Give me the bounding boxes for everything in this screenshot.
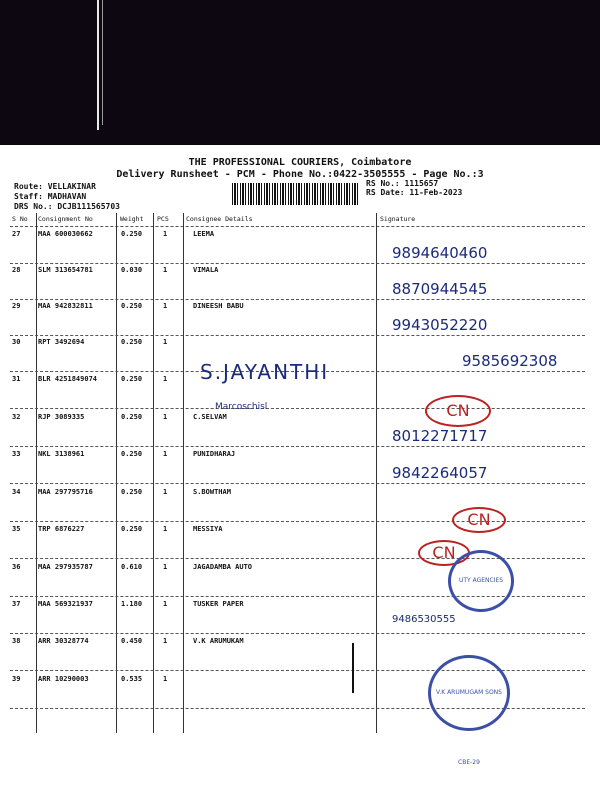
cn-stamp: CN <box>425 395 491 427</box>
col-sno: S No <box>12 215 28 223</box>
row-sno: 34 <box>12 488 21 496</box>
row-sno: 36 <box>12 563 21 571</box>
table-header <box>0 215 600 225</box>
scan-artifact-line <box>102 0 103 125</box>
row-consignment: RPT 3492694 <box>38 338 85 346</box>
row-pcs: 1 <box>163 675 168 683</box>
row-consignment: MAA 297935787 <box>38 563 93 571</box>
row-divider <box>10 483 585 484</box>
column-divider <box>376 213 377 733</box>
arumugam-seal: V.K ARUMUGAM SONS CBE-29 <box>428 655 510 731</box>
column-divider <box>153 213 154 733</box>
row-pcs: 1 <box>163 450 168 458</box>
row-consignment: MAA 569321937 <box>38 600 93 608</box>
row-weight: 0.535 <box>121 675 143 683</box>
cn-stamp: CN <box>452 507 506 533</box>
row-pcs: 1 <box>163 525 168 533</box>
row-consignment: MAA 297795716 <box>38 488 93 496</box>
row-weight: 1.180 <box>121 600 143 608</box>
scribble-mark <box>352 643 354 693</box>
row-divider <box>10 335 585 336</box>
row-weight: 0.250 <box>121 488 143 496</box>
row-sno: 35 <box>12 525 21 533</box>
row-weight: 0.610 <box>121 563 143 571</box>
rs-number: RS No.: 1115657 <box>366 179 439 188</box>
row-sno: 28 <box>12 266 21 274</box>
row-sno: 30 <box>12 338 21 346</box>
row-weight: 0.250 <box>121 338 143 346</box>
row-sno: 27 <box>12 230 21 238</box>
row-pcs: 1 <box>163 338 168 346</box>
row-weight: 0.250 <box>121 375 143 383</box>
header-divider <box>10 226 585 227</box>
row-consignee: S.BOWTHAM <box>193 488 231 496</box>
rs-date: RS Date: 11-Feb-2023 <box>366 188 463 197</box>
row-weight: 0.030 <box>121 266 143 274</box>
row-sno: 29 <box>12 302 21 310</box>
row-sno: 37 <box>12 600 21 608</box>
row-divider <box>10 299 585 300</box>
row-sno: 32 <box>12 413 21 421</box>
handwritten-phone: 8012271717 <box>392 427 488 445</box>
column-divider <box>116 213 117 733</box>
handwritten-phone: 8870944545 <box>392 280 488 298</box>
row-pcs: 1 <box>163 637 168 645</box>
row-consignment: TRP 6876227 <box>38 525 85 533</box>
row-sno: 38 <box>12 637 21 645</box>
scan-dark-background <box>0 0 600 145</box>
col-weight: Weight <box>120 215 144 223</box>
runsheet-title: Delivery Runsheet - PCM - Phone No.:0422-3505555 - Page No.:3 <box>116 169 484 180</box>
handwritten-phone: 9585692308 <box>462 352 558 370</box>
row-divider <box>10 408 585 409</box>
column-divider <box>36 213 37 733</box>
handwritten-phone: 9842264057 <box>392 464 488 482</box>
handwritten-phone: 9943052220 <box>392 316 488 334</box>
scan-artifact-line <box>97 0 99 130</box>
row-consignee: DINEESH BABU <box>193 302 244 310</box>
row-weight: 0.250 <box>121 413 143 421</box>
drs-number: DRS No.: DCJB111565703 <box>14 202 120 211</box>
company-name: THE PROFESSIONAL COURIERS, Coimbatore <box>188 157 412 168</box>
row-divider <box>10 263 585 264</box>
handwritten-phone: 9486530555 <box>392 614 456 625</box>
handwritten-phone: 9894640460 <box>392 244 488 262</box>
route: Route: VELLAKINAR <box>14 182 96 191</box>
row-weight: 0.250 <box>121 525 143 533</box>
col-pcs: PCS <box>157 215 169 223</box>
row-consignment: ARR 10290003 <box>38 675 89 683</box>
row-consignment: ARR 30328774 <box>38 637 89 645</box>
column-divider <box>183 213 184 733</box>
row-weight: 0.250 <box>121 302 143 310</box>
col-signature: Signature <box>380 215 416 223</box>
row-pcs: 1 <box>163 600 168 608</box>
row-weight: 0.250 <box>121 450 143 458</box>
row-consignment: NKL 3138961 <box>38 450 85 458</box>
cn-stamp: CN <box>418 540 470 566</box>
row-pcs: 1 <box>163 488 168 496</box>
row-sno: 33 <box>12 450 21 458</box>
row-divider <box>10 446 585 447</box>
col-details: Consignee Details <box>186 215 253 223</box>
runsheet-page <box>0 145 600 800</box>
row-pcs: 1 <box>163 375 168 383</box>
row-pcs: 1 <box>163 230 168 238</box>
row-consignment: BLR 4251849074 <box>38 375 98 383</box>
handwritten-name: Marcoschisl <box>215 402 268 412</box>
barcode <box>232 183 358 205</box>
row-divider <box>10 633 585 634</box>
row-consignment: SLM 313654781 <box>38 266 93 274</box>
row-pcs: 1 <box>163 266 168 274</box>
row-sno: 31 <box>12 375 21 383</box>
row-consignee: TUSKER PAPER <box>193 600 244 608</box>
row-consignment: MAA 942832811 <box>38 302 93 310</box>
row-consignee: LEEMA <box>193 230 215 238</box>
row-consignee: V.K ARUMUKAM <box>193 637 244 645</box>
row-consignee: MESSIYA <box>193 525 223 533</box>
row-pcs: 1 <box>163 563 168 571</box>
col-consignment: Consignment No <box>38 215 93 223</box>
row-pcs: 1 <box>163 413 168 421</box>
row-pcs: 1 <box>163 302 168 310</box>
handwritten-name: S.JAYANTHI <box>200 360 330 384</box>
row-weight: 0.450 <box>121 637 143 645</box>
row-consignment: MAA 600030662 <box>38 230 93 238</box>
row-weight: 0.250 <box>121 230 143 238</box>
agencies-seal: UTY AGENCIES <box>448 550 514 612</box>
row-consignee: VIMALA <box>193 266 219 274</box>
row-consignee: C.SELVAM <box>193 413 227 421</box>
row-sno: 39 <box>12 675 21 683</box>
row-consignee: PUNIDHARAJ <box>193 450 236 458</box>
row-consignee: JAGADAMBA AUTO <box>193 563 253 571</box>
row-consignment: RJP 3089335 <box>38 413 85 421</box>
staff: Staff: MADHAVAN <box>14 192 87 201</box>
